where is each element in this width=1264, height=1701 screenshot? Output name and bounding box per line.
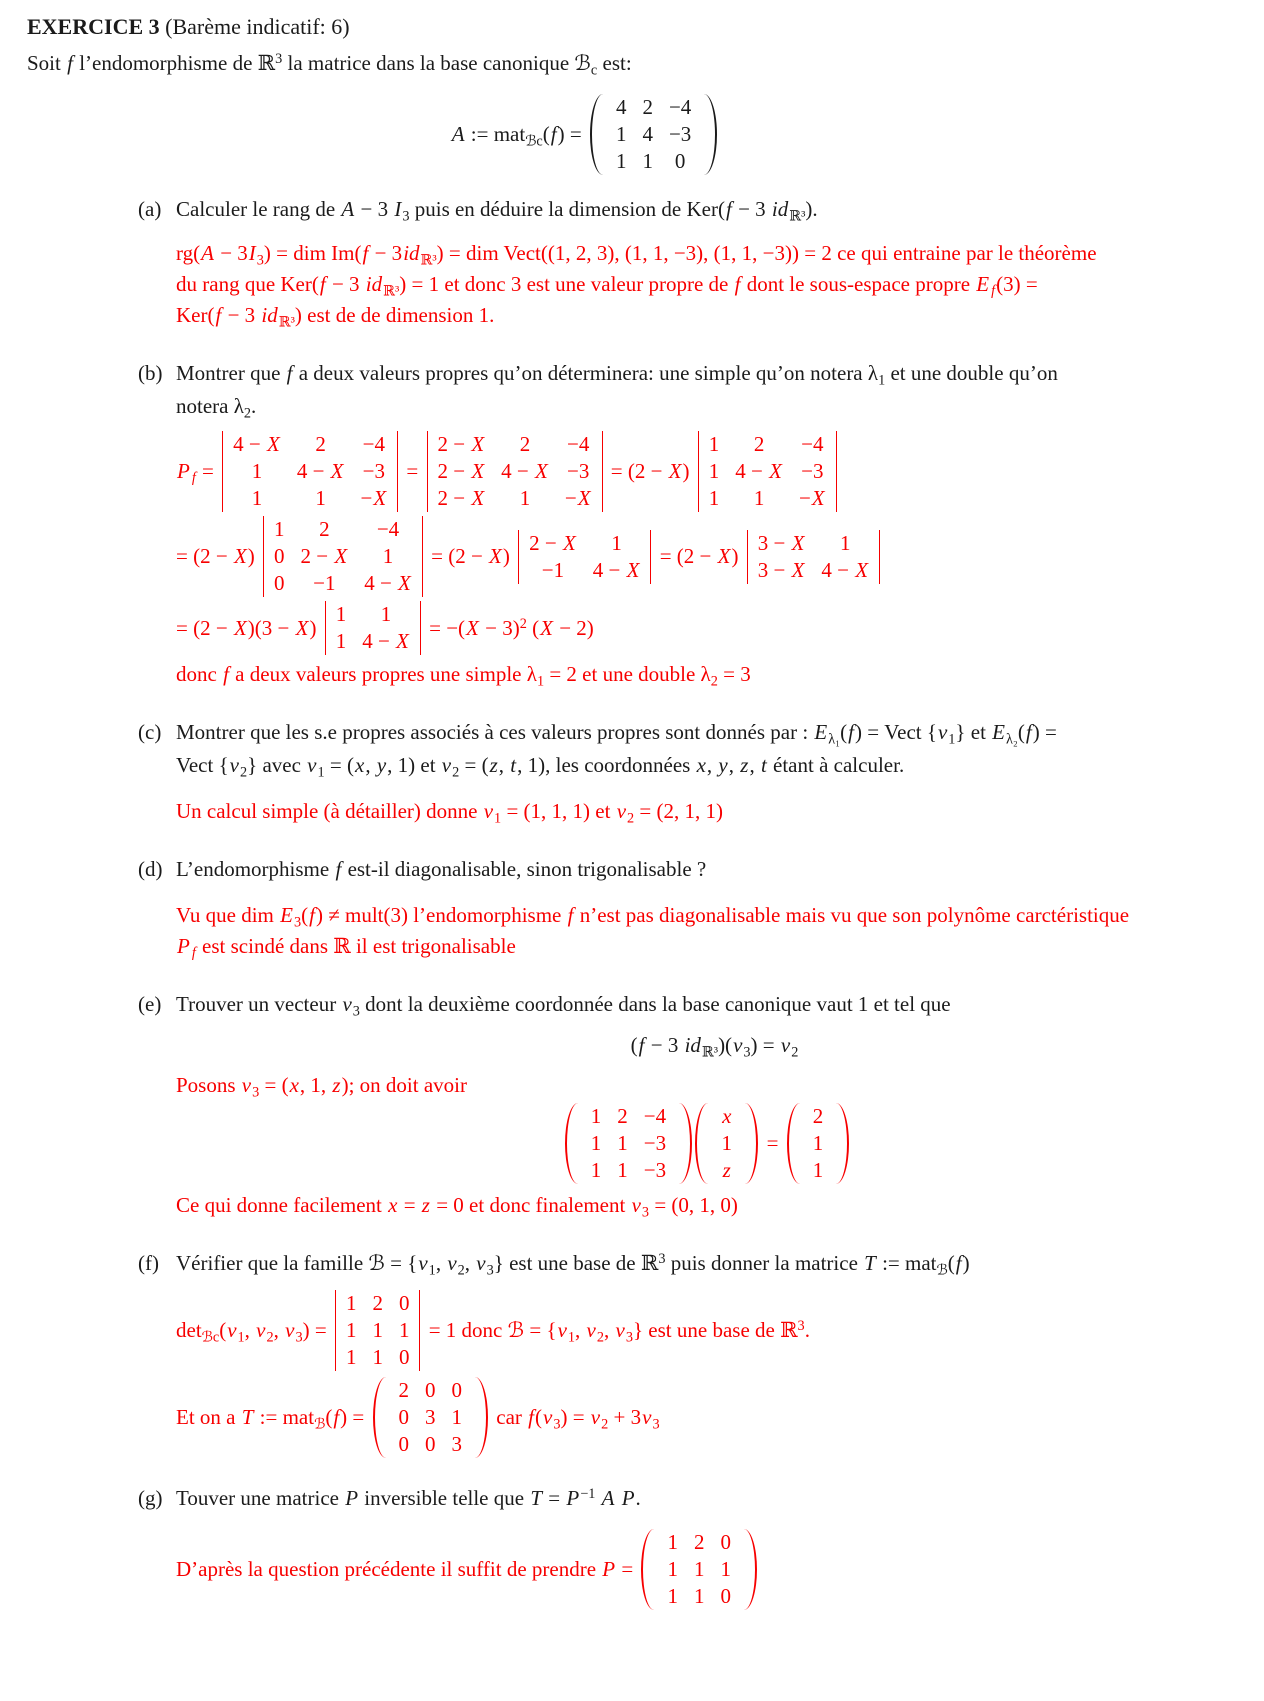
right-paren [704,94,717,175]
matrix-cell: −4 [362,432,385,456]
paren-matrix [373,1377,489,1458]
matrix-cell: 1 [812,1158,824,1182]
matrix-cell: 1 [615,122,627,146]
matrix-cell: 1 [693,1557,705,1581]
equation-text: D’après la question précédente il suffit de prendre P = [176,1557,639,1581]
matrix-cell: 0 [274,544,285,568]
matrix-cell: z [722,1158,731,1182]
matrix-cell: 4 [615,95,627,119]
right-paren [744,1529,757,1610]
matrix-cell: 1 [274,517,285,541]
solution-f-equation-line [176,1290,1264,1371]
solution-g [0,1529,1264,1610]
matrix-cell: 3 − X [757,557,805,582]
right-paren [745,1103,758,1184]
right-paren [475,1377,488,1458]
matrix-cell: 1 [667,1584,678,1608]
matrix-grid [222,431,398,512]
matrix-cell: 0 [674,149,686,173]
question-g [0,1482,1264,1515]
matrix-cell: 0 [451,1378,462,1402]
question-b [0,357,1264,423]
left-paren [695,1103,708,1184]
matrix-cell: 4 − X [735,459,782,483]
matrix-cell: 0 [274,571,285,595]
matrix-cell: 1 [251,486,263,510]
question-c [0,716,1264,782]
matrix-cell: 2 − X [437,459,485,483]
matrix-cell: 1 [812,1131,824,1155]
left-paren [787,1103,800,1184]
paren-matrix [590,94,717,175]
equation-text: = [401,459,424,483]
matrix-cell: −3 [362,459,385,483]
matrix-cell: 1 [667,1557,678,1581]
matrix-cell: 2 [372,1291,383,1315]
matrix-cell: 1 [615,149,627,173]
equation-text: = $-(X - 3)^2$ (X − 2) [423,615,594,640]
equation-text: = (2 − X) [605,459,695,483]
matrix-cell: 1 [708,432,720,456]
matrix-cell: 1 [382,544,394,568]
matrix-cell: 4 − X [821,557,869,582]
solution-f-equation-line [176,1377,1264,1458]
solution-d-line: Vu que dim $E_3(f)$ ≠ mult(3) l’endomorphisme f n’est pas diagonalisable mais vu que son polynôme carctéristique [176,903,1130,931]
matrix-cell: 4 − X [364,571,411,595]
matrix-grid [518,530,651,584]
matrix-grid [580,1103,677,1184]
question-g-text: Touver une matrice P inversible telle que $T = P^{-1}$ A P. [176,1485,641,1510]
matrix-cell: 1 [721,1131,732,1155]
matrix-cell: −1 [313,571,336,595]
question-e-label: (e) [138,992,162,1016]
matrix-grid [802,1103,835,1184]
matrix-cell: −4 [643,1104,667,1128]
matrix-grid [427,431,603,512]
solution-a-line: $rg(A - 3I_3)$ = dim $Im(f - 3id_{ℝ^3})$ = dim Vect((1, 2, 3), (1, 1, −3), (1, 1, −3)) = 2 ce qui entraine par le théorème [176,241,1097,269]
matrix-cell: 1 [590,1104,602,1128]
question-d [0,853,1264,886]
solution-d-line: P $_f$ est scindé dans ℝ il est trigonalisable [177,934,516,962]
exercise-title: EXERCICE 3 [27,14,160,39]
matrix-cell: −1 [541,557,565,582]
solution-e [0,1070,1264,1221]
matrix-cell: −X [564,486,591,510]
solution-f [0,1290,1264,1458]
matrix-cell: 1 [315,486,326,510]
matrix-grid [710,1103,743,1184]
matrix-cell: −4 [567,432,590,456]
solution-e-intro: Posons $v_3 = (x$, 1, z); on doit avoir [176,1073,468,1101]
equation-text: = (2 − X) [425,544,516,568]
matrix-cell: 0 [720,1530,731,1554]
equation-text: $\det_{ℬc}(v_1$, $v_2$, $v_3$) = [176,1318,332,1346]
matrix-cell: 3 [451,1432,462,1456]
matrix-cell: 1 [720,1557,731,1581]
equation-text: Et on a T := mat$_ℬ$(f) = [176,1405,370,1433]
matrix-cell: −4 [376,517,400,541]
determinant-matrix [427,431,603,512]
matrix-cell: 1 [642,149,653,173]
matrix-cell: −3 [567,459,590,483]
matrix-cell: 0 [425,1432,436,1456]
matrix-cell: 1 [708,459,720,483]
matrix-cell: 1 [398,1318,410,1342]
left-paren [641,1529,654,1610]
solution-b-equation-line [176,516,1264,597]
matrix-grid [698,431,837,512]
right-paren [679,1103,692,1184]
equation-text: = (2 − X)(3 − X) [176,615,322,640]
exercise-title-suffix: (Barème indicatif: 6) [159,14,350,39]
matrix-grid [325,601,421,655]
determinant-matrix [698,431,837,512]
exercise-intro-line: Soit f l’endomorphisme de ℝ$^3$ la matrice dans la base canonique ℬ$_c$ est: [27,50,632,79]
matrix-cell: 2 [319,517,330,541]
matrix-cell: 0 [398,1291,410,1315]
determinant-matrix [747,530,880,584]
question-f [0,1247,1264,1280]
left-paren [565,1103,578,1184]
matrix-cell: 1 [839,530,851,555]
paren-matrix [565,1103,692,1184]
matrix-cell: 1 [753,486,765,510]
solution-a-line: du rang que Ker(f − 3 $id_{ℝ^3}) = 1$ et donc 3 est une valeur propre de f dont le sous-espace propre E $_f$(3) = [176,272,1038,300]
matrix-cell: 0 [398,1405,409,1429]
matrix-cell: −4 [668,95,692,119]
equation-text: = [761,1131,784,1155]
determinant-matrix [222,431,398,512]
question-d-text: L’endomorphisme f est-il diagonalisable, sinon trigonalisable ? [176,857,707,881]
question-c-text: Montrer que les s.e propres associés à ces valeurs propres sont donnés par : $E_{\lambda_1}(f)$ = Vect $\{v_1\}$ et $E_{\lambda_2}(f)$ = [176,720,1057,748]
solution-c [0,796,1264,827]
matrix-cell: −4 [801,432,824,456]
question-e-text: Trouver un vecteur $v_3$ dont la deuxième coordonnée dans la base canonique vaut 1 et tel que [176,992,951,1020]
solution-c-line: Un calcul simple (à détailler) donne $v_1 = (1$, 1, 1) et $v_2 = (2$, 1, 1) [176,799,723,827]
solution-d [0,900,1264,962]
matrix-cell: 2 [753,432,765,456]
matrix-cell: 1 [345,1291,357,1315]
paren-matrix [787,1103,850,1184]
matrix-cell: 2 [398,1378,409,1402]
matrix-cell: 2 [693,1530,705,1554]
question-g-label: (g) [138,1486,163,1510]
matrix-cell: 1 [617,1131,628,1155]
paren-matrix [695,1103,758,1184]
matrix-cell: 4 [642,122,653,146]
matrix-cell: 4 − X [501,459,548,483]
matrix-cell: 1 [335,629,347,653]
matrix-cell: −X [798,486,825,510]
matrix-cell: 1 [372,1318,383,1342]
left-paren [373,1377,386,1458]
matrix-cell: 3 − X [757,530,805,555]
matrix-cell: 4 − X [592,557,640,582]
question-c-text: Vect $\{v_2\}$ avec $v_1 = (x$, y, 1) et $v_2 = (z$, t, 1), les coordonnées x, y, z, t étant à calculer. [176,753,905,781]
matrix-cell: 2 [642,95,653,119]
matrix-grid [747,530,880,584]
matrix-cell: 0 [425,1378,436,1402]
question-c-label: (c) [138,720,162,744]
solution-b [0,431,1264,690]
matrix-cell: −3 [643,1158,667,1182]
solution-g-equation [176,1529,1264,1610]
matrix-cell: 1 [693,1584,705,1608]
question-f-text: Vérifier que la famille ℬ = {$v_1$, $v_2$, $v_3$} est une base de ℝ$^3$ puis donner la matrice T := mat$_ℬ$(f) [176,1250,970,1279]
matrix-grid [263,516,423,597]
matrix-cell: 2 − X [437,432,485,456]
equation-text: (f − 3 $id_{ℝ^3})(v_3) = v_2$ [630,1033,799,1061]
paren-matrix [641,1529,757,1610]
matrix-cell: 2 [812,1104,824,1128]
matrix-grid [388,1377,474,1458]
matrix-cell: 1 [617,1158,628,1182]
determinant-matrix [325,601,421,655]
matrix-cell: 2 − X [300,544,348,568]
solution-b-equation-line [176,431,1264,512]
equation-text: P $_f$ = [177,459,220,487]
question-d-label: (d) [138,857,163,881]
matrix-cell: 0 [720,1584,731,1608]
matrix-cell: −3 [668,122,692,146]
matrix-cell: 3 [425,1405,436,1429]
matrix-cell: −3 [801,459,824,483]
question-f-label: (f) [138,1251,159,1275]
question-a-text: Calculer le rang de A − 3 $I_3$ puis en déduire la dimension de Ker(f − 3 $id_{ℝ^3}$). [176,197,818,225]
matrix-cell: 1 [451,1405,462,1429]
determinant-matrix [263,516,423,597]
matrix-cell: 1 [708,486,720,510]
right-paren [836,1103,849,1184]
matrix-cell: 0 [398,1345,410,1369]
matrix-grid [335,1290,421,1371]
question-b-text: Montrer que f a deux valeurs propres qu’on déterminera: une simple qu’on notera $\lambda_1$ et une double qu’on [176,361,1058,389]
solution-b-conclusion: donc f a deux valeurs propres une simple $\lambda_1 = 2$ et une double $\lambda_2 = 3$ [176,662,751,690]
matrix-cell: 1 [251,459,263,483]
equation-text: A := mat$_{ℬc}$(f) = [451,122,587,150]
matrix-cell: 1 [345,1318,357,1342]
matrix-cell: 1 [372,1345,383,1369]
matrix-cell: 4 − X [233,432,280,456]
determinant-matrix [518,530,651,584]
matrix-cell: 4 − X [296,459,344,483]
matrix-cell: 1 [667,1530,678,1554]
matrix-cell: 4 − X [362,629,409,653]
solution-b-equation-line [176,601,1264,655]
matrix-cell: 2 [315,432,326,456]
matrix-cell: 1 [611,530,622,555]
matrix-cell: 1 [345,1345,357,1369]
question-e-display-equation [0,1033,1264,1061]
question-a-label: (a) [138,197,162,221]
matrix-cell: 2 [617,1104,628,1128]
equation-text: = (2 − X) [176,544,261,568]
matrix-cell: −3 [643,1131,667,1155]
solution-e-result: Ce qui donne facilement x = z = 0 et donc finalement $v_3 = (0$, 1, 0) [176,1193,738,1221]
matrix-cell: −X [360,486,387,510]
left-paren [590,94,603,175]
matrix-grid [605,94,702,175]
matrix-grid [656,1529,742,1610]
question-b-text: notera $\lambda_2$. [176,394,257,422]
matrix-cell: 1 [519,486,531,510]
question-e [0,988,1264,1021]
matrix-cell: 1 [590,1131,602,1155]
matrix-cell: x [722,1104,732,1128]
equation-text: = 1 donc ℬ = {$v_1$, $v_2$, $v_3$} est une base de ℝ$^3$. [423,1317,810,1346]
matrix-cell: 1 [590,1158,602,1182]
equation-text: = (2 − X) [654,544,744,568]
matrix-cell: 1 [380,602,392,626]
question-a [0,193,1264,226]
solution-e-matrix-equation [0,1103,1264,1184]
solution-a [0,238,1264,331]
matrix-cell: 2 [519,432,531,456]
matrix-A-equation [0,94,1264,175]
matrix-cell: 0 [398,1432,409,1456]
matrix-cell: 2 − X [437,486,485,510]
solution-a-line: Ker(f − 3 $id_{ℝ^3}$) est de de dimension 1. [176,303,495,331]
matrix-cell: 2 − X [529,530,576,555]
equation-text: car $f(v_3) = v_2 + 3v_3$ [491,1405,660,1433]
determinant-matrix [335,1290,421,1371]
question-b-label: (b) [138,361,163,385]
matrix-cell: 1 [335,602,347,626]
exercise-header [27,12,1264,42]
